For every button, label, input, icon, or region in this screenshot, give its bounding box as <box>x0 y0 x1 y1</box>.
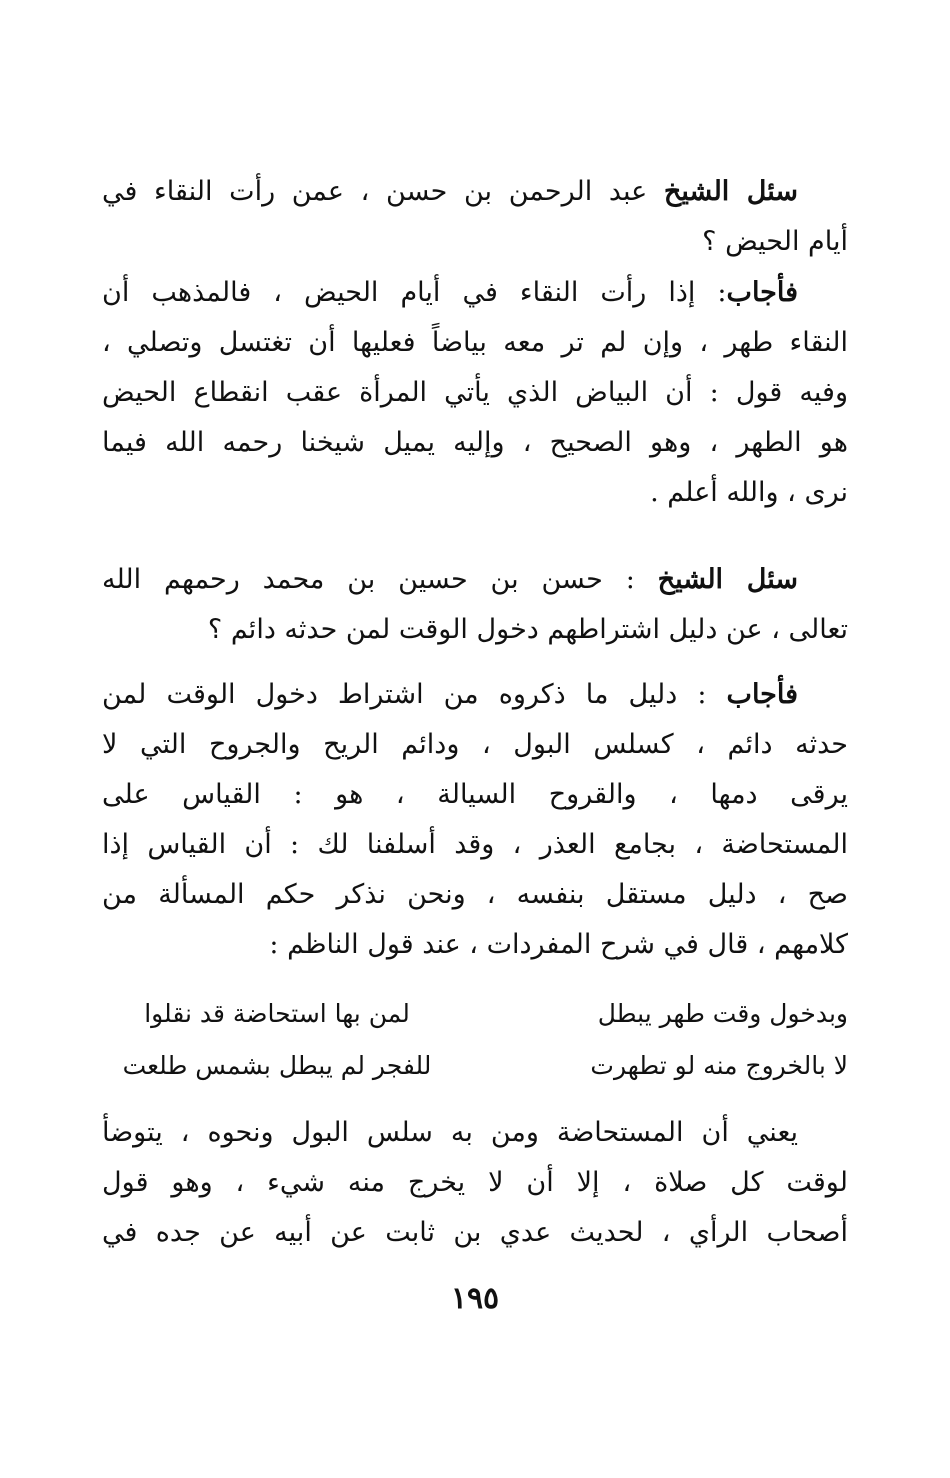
verse-row-2 <box>102 1040 848 1092</box>
question-1-line-2: أيام الحيض ؟ <box>702 226 848 257</box>
verse-1-second-hemistich: لمن بها استحاضة قد نقلوا <box>144 999 410 1028</box>
answer-1-line-2: النقاء طهر ، وإن لم تر معه بياضاً فعليها أن تغتسل وتصلي ، <box>102 327 848 358</box>
verse-1-first-hemistich: وبدخول وقت طهر يبطل <box>597 999 848 1028</box>
verse-2-first-hemistich: لا بالخروج منه لو تطهرت <box>590 1051 848 1080</box>
question-2-label: سئل الشيخ <box>657 564 798 595</box>
answer-2-label: فأجاب <box>726 679 798 710</box>
verse-row-1 <box>102 988 848 1040</box>
answer-2-line-1: فأجاب : دليل ما ذكروه من اشتراط دخول الوقت لمن <box>102 679 798 710</box>
answer-1 <box>102 268 848 518</box>
question-2-line-2: تعالى ، عن دليل اشتراطهم دخول الوقت لمن حدثه دائم ؟ <box>207 614 848 645</box>
answer-2 <box>102 670 848 970</box>
answer-2-line-3: يرقى دمها ، والقروح السيالة ، هو : القياس على <box>102 779 848 810</box>
answer-2-line-2: حدثه دائم ، كسلس البول ، ودائم الريح والجروح التي لا <box>102 729 848 760</box>
question-1 <box>102 167 848 267</box>
question-2 <box>102 555 848 655</box>
verse-block <box>102 988 848 1092</box>
answer-2-line-4: المستحاضة ، بجامع العذر ، وقد أسلفنا لك : أن القياس إذا <box>102 829 848 860</box>
paragraph-3 <box>102 1108 848 1258</box>
answer-1-line-1: فأجاب: إذا رأت النقاء في أيام الحيض ، فالمذهب أن <box>102 277 798 308</box>
answer-1-line-4: هو الطهر ، وهو الصحيح ، وإليه يميل شيخنا رحمه الله فيما <box>102 427 848 458</box>
question-1-line-1: سئل الشيخ عبد الرحمن بن حسن ، عمن رأت النقاء في <box>102 176 798 207</box>
answer-2-line-5: صح ، دليل مستقل بنفسه ، ونحن نذكر حكم المسألة من <box>102 879 848 910</box>
answer-1-line-3: وفيه قول : أن البياض الذي يأتي المرأة عقب انقطاع الحيض <box>102 377 848 408</box>
answer-1-line-5: نرى ، والله أعلم . <box>650 477 848 508</box>
question-1-label: سئل الشيخ <box>663 176 798 207</box>
question-2-line-1: سئل الشيخ : حسن بن حسين بن محمد رحمهم الله <box>102 564 798 595</box>
answer-2-line-6: كلامهم ، قال في شرح المفردات ، عند قول الناظم : <box>269 929 848 960</box>
paragraph-3-line-3: أصحاب الرأي ، لحديث عدي بن ثابت عن أبيه عن جده في <box>102 1217 848 1248</box>
paragraph-3-line-2: لوقت كل صلاة ، إلا أن لا يخرج منه شيء ، وهو قول <box>102 1167 848 1198</box>
verse-2-second-hemistich: للفجر لم يبطل بشمس طلعت <box>122 1051 432 1080</box>
paragraph-3-line-1: يعني أن المستحاضة ومن به سلس البول ونحوه ، يتوضأ <box>102 1117 798 1148</box>
page-number: ١٩٥ <box>450 1281 500 1316</box>
answer-1-label: فأجاب <box>726 277 798 308</box>
